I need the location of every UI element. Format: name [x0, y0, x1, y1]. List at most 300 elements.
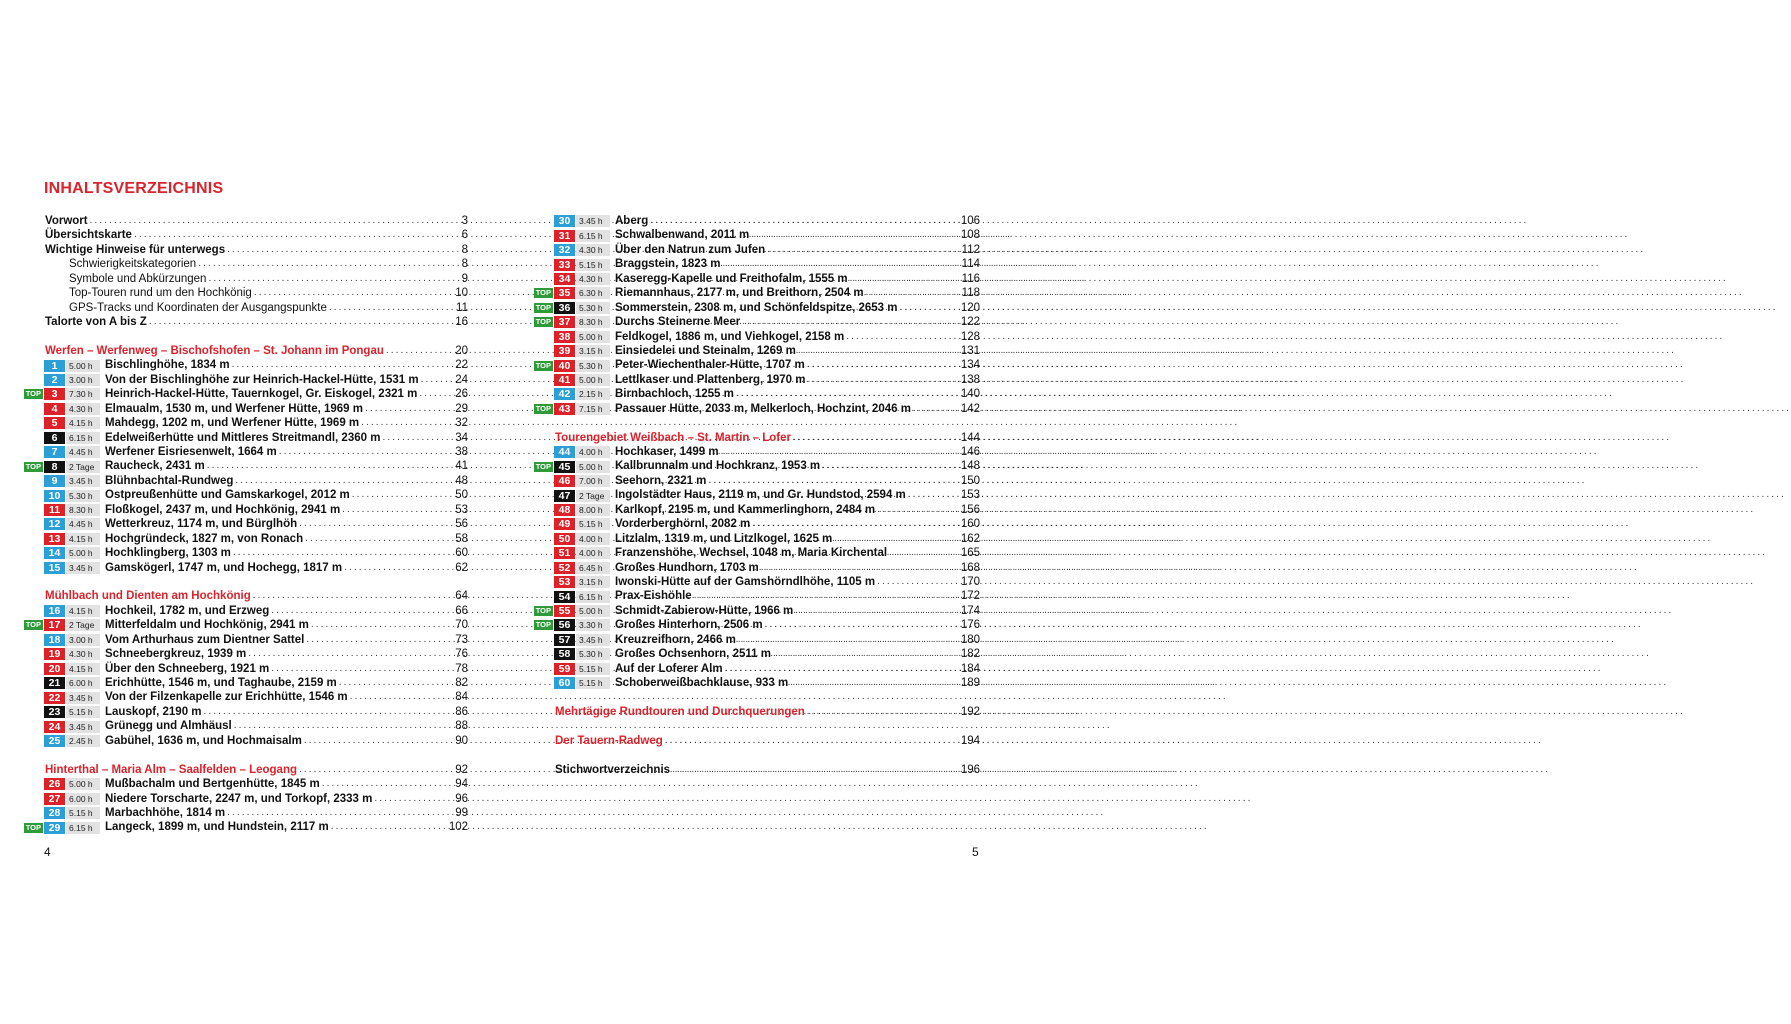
top-marker-slot: [530, 404, 554, 414]
tour-number-badge: 54: [554, 591, 575, 603]
entry-title: Großes Hinterhorn, 2506 m: [615, 619, 763, 632]
entry-title: Iwonski-Hütte auf der Gamshörndlhöhe, 1105 m: [615, 575, 876, 588]
toc-entry[interactable]: [20, 257, 468, 271]
leader-dots: [306, 633, 453, 647]
tour-number-badge: 4: [44, 403, 65, 415]
toc-entry[interactable]: [530, 315, 980, 329]
tour-number-badge: 35: [554, 287, 575, 299]
toc-entry[interactable]: [20, 633, 468, 647]
toc-entry[interactable]: [20, 647, 468, 661]
leader-dots: [227, 806, 453, 820]
toc-entry[interactable]: [20, 459, 468, 473]
toc-entry[interactable]: [20, 618, 468, 632]
page-title: INHALTSVERZEICHNIS: [44, 180, 224, 197]
tour-duration: 3.30 h: [576, 619, 610, 631]
entry-page-number: 96: [455, 792, 468, 805]
toc-section-heading[interactable]: [20, 763, 468, 777]
tour-duration: 5.00 h: [576, 374, 610, 386]
leader-dots: [235, 474, 453, 488]
entry-title: Karlkopf, 2195 m, und Kammerlinghorn, 2484 m: [615, 503, 876, 516]
leader-dots: [329, 301, 454, 315]
leader-dots: [322, 777, 454, 791]
entry-page-number: 146: [960, 446, 980, 458]
toc-entry[interactable]: [20, 532, 468, 546]
entry-title: Feldkogel, 1886 m, und Viehkogel, 2158 m: [615, 330, 845, 343]
leader-dots: [721, 445, 959, 459]
toc-entry[interactable]: [20, 517, 468, 531]
tour-number-badge: 47: [554, 490, 575, 502]
entry-title: Gamskögerl, 1747 m, und Hochegg, 1817 m: [105, 561, 343, 574]
entry-title: Kreuzreifhorn, 2466 m: [615, 633, 736, 646]
tour-duration: 6.00 h: [66, 677, 100, 689]
entry-page-number: 20: [455, 344, 468, 357]
toc-entry[interactable]: [530, 503, 980, 517]
toc-entry[interactable]: [20, 734, 468, 748]
entry-page-number: 70: [455, 619, 468, 632]
tour-number-badge: 59: [554, 663, 575, 675]
leader-dots: [807, 373, 958, 387]
tour-duration: 5.15 h: [66, 706, 100, 718]
entry-title: Vorderberghörnl, 2082 m: [615, 518, 751, 531]
toc-entry[interactable]: [530, 517, 980, 531]
toc-entry[interactable]: [530, 214, 980, 228]
entry-page-number: 162: [960, 532, 980, 545]
toc-entry[interactable]: [530, 488, 980, 502]
leader-dots: [207, 459, 453, 473]
toc-entry[interactable]: [20, 690, 468, 704]
entry-page-number: 112: [961, 243, 980, 256]
toc-entry[interactable]: [530, 344, 980, 358]
tour-duration: 4.45 h: [66, 518, 100, 530]
leader-dots: [361, 416, 453, 430]
entry-title: Schneebergkreuz, 1939 m: [105, 648, 247, 661]
toc-entry[interactable]: [20, 301, 468, 315]
leader-dots: [877, 575, 959, 589]
entry-title: Schwierigkeitskategorien: [69, 258, 197, 271]
toc-entry[interactable]: [530, 243, 980, 257]
leader-dots: [271, 604, 453, 618]
tour-duration: 5.00 h: [66, 778, 100, 790]
entry-title: Riemannhaus, 2177 m, und Breithorn, 2504 m: [615, 287, 864, 300]
entry-title: Von der Filzenkapelle zur Erichhütte, 1546 m: [105, 691, 348, 704]
tour-duration: 4.15 h: [66, 417, 100, 429]
tour-duration: 6.15 h: [66, 432, 100, 444]
entry-title: Birnbachloch, 1255 m: [615, 388, 734, 401]
entry-page-number: 116: [961, 272, 980, 285]
top-marker-slot: [530, 288, 554, 298]
entry-page-number: 118: [961, 287, 980, 300]
toc-entry[interactable]: [530, 633, 980, 647]
entry-title: Mahdegg, 1202 m, und Werfener Hütte, 1969 m: [105, 417, 360, 430]
entry-page-number: 128: [960, 330, 980, 343]
entry-page-number: 174: [960, 604, 980, 617]
entry-page-number: 16: [455, 316, 468, 329]
entry-title: Von der Bischlinghöhe zur Heinrich-Hackel-Hütte, 1531 m: [105, 373, 419, 386]
top-badge: TOP: [535, 606, 551, 616]
entry-page-number: 140: [960, 388, 980, 401]
tour-duration: 4.00 h: [576, 533, 610, 545]
entry-title: Übersichtskarte: [45, 229, 132, 242]
leader-dots: [253, 589, 453, 603]
toc-entry[interactable]: [530, 445, 980, 459]
tour-number-badge: 22: [44, 692, 65, 704]
entry-title: Erichhütte, 1546 m, und Taghaube, 2159 m: [105, 677, 337, 689]
toc-entry[interactable]: [20, 431, 468, 445]
leader-dots: [889, 546, 959, 560]
toc-entry[interactable]: [530, 330, 980, 344]
entry-page-number: 60: [455, 547, 468, 560]
top-badge: TOP: [25, 620, 41, 630]
top-badge: TOP: [25, 461, 41, 471]
toc-entry[interactable]: [530, 546, 980, 560]
tour-number-badge: 39: [554, 345, 575, 357]
toc-entry[interactable]: [530, 618, 980, 632]
entry-page-number: 92: [455, 763, 468, 776]
toc-entry[interactable]: [20, 806, 468, 820]
entry-page-number: 76: [455, 648, 468, 661]
entry-page-number: 172: [960, 590, 980, 603]
entry-page-number: 50: [455, 489, 468, 502]
tour-number-badge: 45: [554, 461, 575, 473]
tour-number-badge: 50: [554, 533, 575, 545]
entry-title: Einsiedelei und Steinalm, 1269 m: [615, 344, 796, 357]
toc-entry[interactable]: [20, 315, 468, 329]
toc-entry[interactable]: [20, 604, 468, 618]
tour-number-badge: 11: [44, 504, 65, 516]
entry-page-number: 29: [455, 402, 468, 415]
entry-title: Über den Natrun zum Jufen: [615, 243, 766, 256]
tour-duration: 6.15 h: [576, 230, 610, 242]
toc-entry[interactable]: [530, 358, 980, 372]
leader-dots: [793, 431, 959, 445]
entry-title: Stichwortverzeichnis: [555, 763, 671, 776]
tour-number-badge: 32: [554, 244, 575, 256]
top-badge: TOP: [25, 389, 41, 399]
leader-dots: [90, 214, 460, 228]
tour-duration: 4.30 h: [576, 273, 610, 285]
entry-title: Talorte von A bis Z: [45, 316, 147, 329]
tour-duration: 3.45 h: [576, 634, 610, 646]
leader-dots: [198, 257, 459, 271]
tour-number-badge: 38: [554, 331, 575, 343]
entry-page-number: 148: [960, 460, 980, 473]
toc-section-heading[interactable]: [530, 431, 980, 445]
toc-entry[interactable]: [20, 228, 468, 242]
tour-duration: 5.15 h: [576, 518, 610, 530]
entry-page-number: 8: [461, 258, 468, 271]
tour-duration: 4.30 h: [66, 403, 100, 415]
toc-entry[interactable]: [20, 503, 468, 517]
leader-dots: [232, 358, 454, 372]
tour-duration: 6.30 h: [576, 287, 610, 299]
leader-dots: [339, 676, 453, 690]
toc-entry[interactable]: [530, 272, 980, 286]
tour-number-badge: 40: [554, 360, 575, 372]
entry-title: Lettlkaser und Plattenberg, 1970 m: [615, 373, 806, 386]
entry-page-number: 134: [960, 359, 980, 372]
entry-page-number: 38: [455, 446, 468, 458]
leader-dots: [248, 647, 453, 661]
toc-entry[interactable]: [530, 589, 980, 603]
toc-entry[interactable]: [20, 792, 468, 806]
entry-title: Braggstein, 1823 m: [615, 258, 721, 271]
leader-dots: [877, 503, 959, 517]
tour-duration: 4.00 h: [576, 547, 610, 559]
tour-duration: 6.00 h: [66, 793, 100, 805]
entry-title: GPS-Tracks und Koordinaten der Ausgangspunkte: [69, 301, 327, 314]
tour-duration: 3.45 h: [66, 475, 100, 487]
toc-entry[interactable]: [530, 662, 980, 676]
tour-number-badge: 49: [554, 518, 575, 530]
toc-entry[interactable]: [530, 402, 980, 416]
entry-title: Litzlalm, 1319 m, und Litzlkogel, 1625 m: [615, 532, 833, 545]
toc-entry[interactable]: [20, 214, 468, 228]
toc-entry[interactable]: [530, 286, 980, 300]
entry-page-number: 131: [960, 344, 980, 357]
tour-duration: 5.15 h: [66, 807, 100, 819]
tour-number-badge: 42: [554, 388, 575, 400]
entry-page-number: 84: [455, 691, 468, 704]
toc-entry[interactable]: [530, 763, 980, 777]
entry-title: Hochkeil, 1782 m, und Erzweg: [105, 604, 270, 617]
entry-page-number: 180: [960, 633, 980, 646]
toc-entry[interactable]: [530, 257, 980, 271]
leader-dots: [866, 286, 960, 300]
toc-entry[interactable]: [530, 604, 980, 618]
entry-title: Floßkogel, 2437 m, und Hochkönig, 2941 m: [105, 503, 341, 516]
entry-page-number: 120: [960, 301, 980, 314]
toc-entry[interactable]: [20, 373, 468, 387]
entry-title: Peter-Wiechenthaler-Hütte, 1707 m: [615, 359, 805, 372]
leader-dots: [665, 734, 959, 748]
entry-title: Werfener Eisriesenwelt, 1664 m: [105, 446, 277, 458]
entry-page-number: 184: [960, 662, 980, 675]
toc-entry[interactable]: [530, 532, 980, 546]
toc-entry[interactable]: [530, 647, 980, 661]
toc-entry[interactable]: [20, 445, 468, 459]
entry-title: Großes Ochsenhorn, 2511 m: [615, 648, 771, 661]
entry-page-number: 11: [456, 301, 468, 314]
entry-title: Lauskopf, 2190 m: [105, 705, 202, 718]
tour-number-badge: 58: [554, 648, 575, 660]
toc-entry[interactable]: [530, 459, 980, 473]
entry-title: Symbole und Abkürzungen: [69, 272, 207, 285]
tour-number-badge: 9: [44, 475, 65, 487]
toc-entry[interactable]: [20, 387, 468, 401]
toc-entry[interactable]: [530, 228, 980, 242]
top-badge: TOP: [535, 403, 551, 413]
tour-duration: 8.00 h: [576, 504, 610, 516]
entry-page-number: 66: [455, 604, 468, 617]
leader-dots: [279, 445, 453, 459]
tour-number-badge: 55: [554, 605, 575, 617]
entry-title: Hinterthal – Maria Alm – Saalfelden – Leogang: [45, 763, 298, 776]
toc-entry[interactable]: [20, 416, 468, 430]
tour-number-badge: 2: [44, 374, 65, 386]
tour-number-badge: 34: [554, 273, 575, 285]
leader-dots: [374, 792, 453, 806]
leader-dots: [650, 214, 959, 228]
leader-dots: [767, 243, 960, 257]
toc-entry[interactable]: [20, 474, 468, 488]
toc-section-heading[interactable]: [530, 734, 980, 748]
entry-title: Langeck, 1899 m, und Hundstein, 2117 m: [105, 821, 329, 834]
toc-entry[interactable]: [530, 301, 980, 315]
toc-entry[interactable]: [20, 488, 468, 502]
leader-dots: [795, 604, 959, 618]
leader-dots: [234, 719, 453, 733]
entry-page-number: 102: [448, 821, 468, 834]
tour-duration: 4.45 h: [66, 446, 100, 458]
toc-entry[interactable]: [530, 474, 980, 488]
entry-page-number: 94: [455, 778, 468, 791]
entry-page-number: 9: [461, 272, 468, 285]
leader-dots: [738, 633, 959, 647]
tour-duration: 8.30 h: [576, 316, 610, 328]
entry-title: Franzenshöhe, Wechsel, 1048 m, Maria Kirchental: [615, 547, 888, 560]
toc-entry[interactable]: [20, 719, 468, 733]
tour-number-badge: 6: [44, 432, 65, 444]
tour-number-badge: 60: [554, 677, 575, 689]
tour-number-badge: 30: [554, 215, 575, 227]
tour-number-badge: 46: [554, 475, 575, 487]
entry-page-number: 24: [455, 373, 468, 386]
entry-title: Wichtige Hinweise für unterwegs: [45, 243, 226, 256]
leader-dots: [742, 315, 959, 329]
entry-page-number: 192: [960, 705, 980, 718]
leader-dots: [254, 286, 453, 300]
tour-duration: 5.30 h: [576, 648, 610, 660]
top-marker-slot: [530, 606, 554, 616]
entry-title: Durchs Steinerne Meer: [615, 316, 741, 329]
leader-dots: [227, 243, 460, 257]
leader-dots: [299, 517, 453, 531]
toc-entry[interactable]: [20, 777, 468, 791]
top-badge: TOP: [535, 461, 551, 471]
entry-page-number: 86: [455, 705, 468, 718]
entry-page-number: 168: [960, 561, 980, 574]
tour-number-badge: 56: [554, 619, 575, 631]
tour-number-badge: 44: [554, 446, 575, 458]
toc-entry[interactable]: [20, 286, 468, 300]
entry-title: Top-Touren rund um den Hochkönig: [69, 287, 252, 300]
entry-page-number: 8: [461, 243, 468, 256]
leader-dots: [790, 676, 959, 690]
entry-title: Sommerstein, 2308 m, und Schönfeldspitze, 2653 m: [615, 301, 898, 314]
tour-duration: 3.45 h: [66, 562, 100, 574]
entry-title: Schmidt-Zabierow-Hütte, 1966 m: [615, 604, 794, 617]
tour-duration: 2 Tage: [66, 461, 100, 473]
toc-entry[interactable]: [20, 402, 468, 416]
toc-entry[interactable]: [530, 373, 980, 387]
tour-duration: 5.15 h: [576, 259, 610, 271]
tour-duration: 3.15 h: [576, 576, 610, 588]
tour-duration: 5.15 h: [576, 663, 610, 675]
tour-number-badge: 57: [554, 634, 575, 646]
tour-duration: 2 Tage: [576, 490, 610, 502]
tour-duration: 7.30 h: [66, 388, 100, 400]
entry-title: Großes Hundhorn, 1703 m: [615, 561, 759, 574]
toc-entry[interactable]: [530, 561, 980, 575]
entry-title: Raucheck, 2431 m: [105, 460, 205, 473]
entry-page-number: 82: [455, 677, 468, 689]
tour-number-badge: 33: [554, 259, 575, 271]
leader-dots: [365, 402, 453, 416]
entry-page-number: 10: [455, 287, 468, 300]
tour-number-badge: 24: [44, 721, 65, 733]
toc-entry[interactable]: [530, 575, 980, 589]
leader-dots: [761, 561, 959, 575]
tour-duration: 4.30 h: [576, 244, 610, 256]
top-marker-slot: [20, 462, 44, 472]
entry-title: Grünegg und Almhäusl: [105, 720, 232, 733]
entry-title: Bischlinghöhe, 1834 m: [105, 359, 230, 372]
tour-number-badge: 5: [44, 417, 65, 429]
entry-page-number: 6: [461, 229, 468, 242]
tour-duration: 3.45 h: [576, 215, 610, 227]
toc-section-heading[interactable]: [20, 344, 468, 358]
entry-title: Seehorn, 2321 m: [615, 474, 707, 487]
leader-dots: [305, 532, 453, 546]
tour-duration: 5.00 h: [66, 360, 100, 372]
tour-duration: 3.00 h: [66, 374, 100, 386]
toc-entry[interactable]: [20, 546, 468, 560]
toc-entry[interactable]: [20, 358, 468, 372]
tour-duration: 8.30 h: [66, 504, 100, 516]
tour-duration: 5.30 h: [576, 360, 610, 372]
tour-number-badge: 12: [44, 518, 65, 530]
tour-duration: 4.15 h: [66, 663, 100, 675]
leader-dots: [807, 705, 959, 719]
entry-title: Elmaualm, 1530 m, und Werfener Hütte, 1969 m: [105, 402, 363, 415]
entry-title: Prax-Eishöhle: [615, 590, 692, 603]
toc-entry[interactable]: [20, 272, 468, 286]
entry-title: Über den Schneeberg, 1921 m: [105, 662, 270, 675]
tour-duration: 5.00 h: [576, 331, 610, 343]
toc-entry[interactable]: [20, 676, 468, 690]
toc-section-heading[interactable]: [20, 589, 468, 603]
toc-entry[interactable]: [530, 676, 980, 690]
entry-title: Niedere Torscharte, 2247 m, und Torkopf, 2333 m: [105, 792, 373, 805]
leader-dots: [899, 301, 958, 315]
entry-page-number: 106: [960, 215, 980, 227]
toc-entry[interactable]: [20, 662, 468, 676]
leader-dots: [751, 228, 959, 242]
entry-title: Kallbrunnalm und Hochkranz, 1953 m: [615, 460, 821, 473]
toc-section-heading[interactable]: [530, 705, 980, 719]
top-marker-slot: [530, 462, 554, 472]
page-number-left: 4: [44, 845, 51, 859]
entry-page-number: 56: [455, 518, 468, 531]
tour-number-badge: 17: [44, 619, 65, 631]
tour-number-badge: 8: [44, 461, 65, 473]
entry-title: Hochklingberg, 1303 m: [105, 547, 231, 560]
toc-entry[interactable]: [20, 561, 468, 575]
leader-dots: [672, 763, 959, 777]
tour-number-badge: 41: [554, 374, 575, 386]
toc-entry[interactable]: [20, 243, 468, 257]
tour-duration: 7.15 h: [576, 403, 610, 415]
toc-entry[interactable]: [530, 387, 980, 401]
tour-number-badge: 52: [554, 562, 575, 574]
leader-dots: [331, 820, 447, 834]
toc-entry[interactable]: [20, 820, 468, 834]
leader-dots: [846, 330, 959, 344]
entry-title: Mühlbach und Dienten am Hochkönig: [45, 590, 251, 603]
toc-entry[interactable]: [20, 705, 468, 719]
toc-right-column: [530, 214, 980, 777]
leader-dots: [352, 488, 453, 502]
